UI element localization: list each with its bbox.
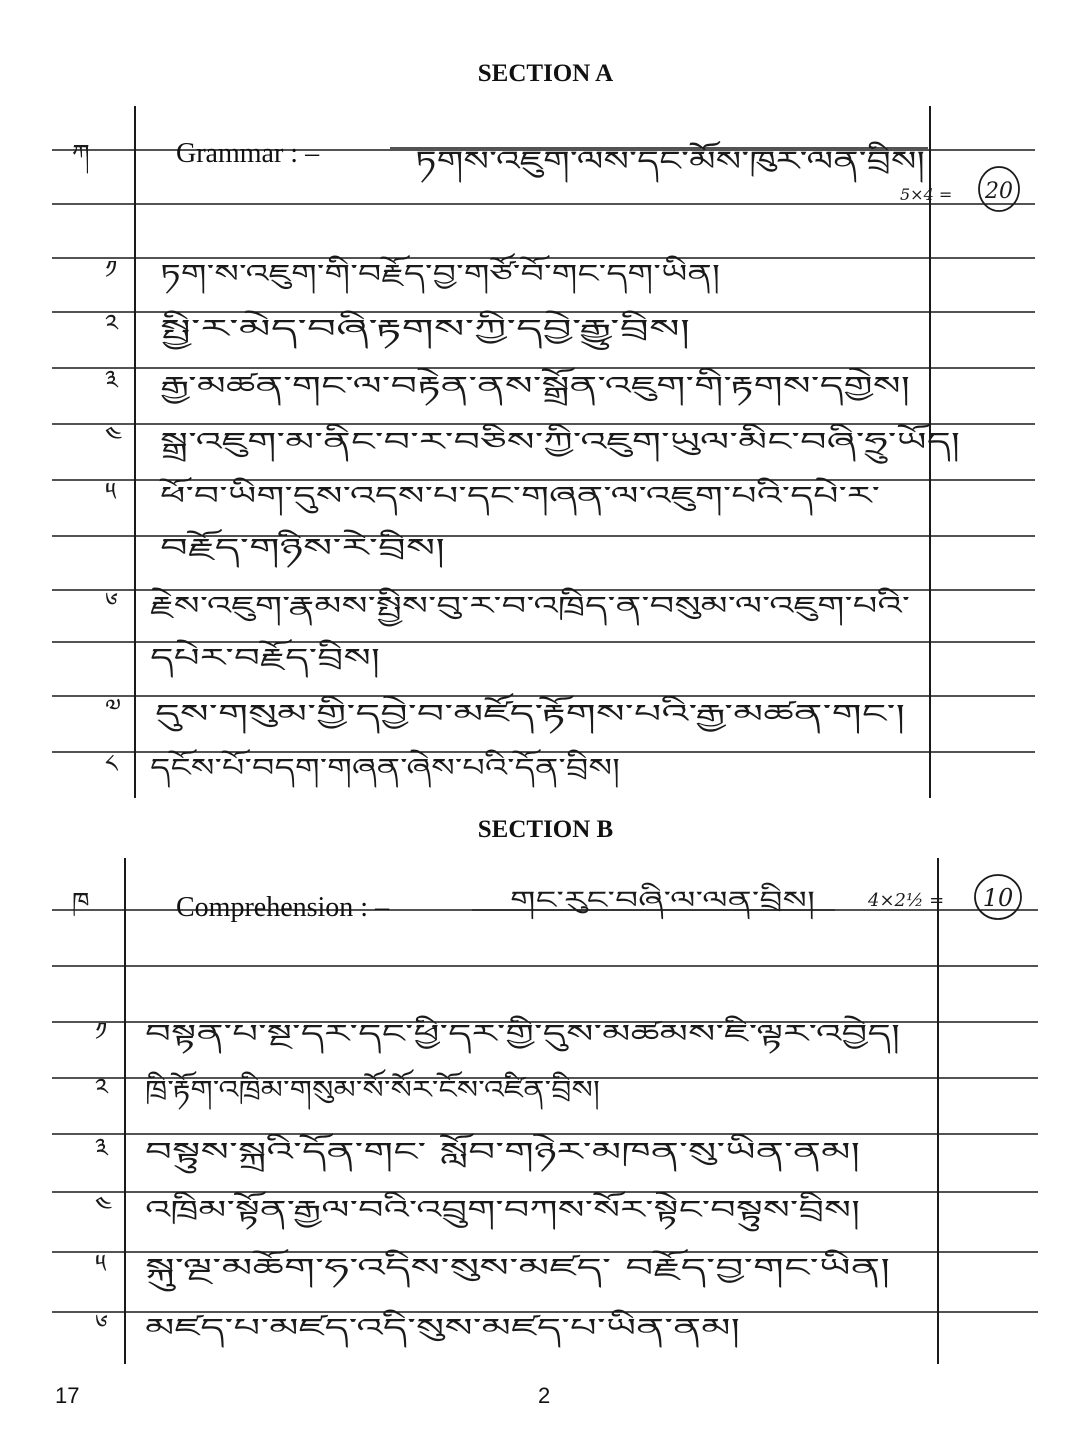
answer-number: ༤ — [95, 1191, 113, 1220]
answer-number: ༧ — [105, 693, 122, 722]
comprehension-label: Comprehension : – — [176, 892, 390, 923]
section-b-rules — [52, 910, 1038, 1312]
answer-line: བསྟུས་སྐྲའི་དོན་གང་ སློབ་གཉེར་མཁན་སུ་ཡིན་ནམ། — [145, 1137, 569, 1166]
page-code: 17 — [55, 1383, 80, 1408]
answer-number: ༤ — [105, 421, 123, 450]
answer-number: ༢ — [95, 1073, 108, 1102]
answer-line: བརྗོད་གཉིས་རེ་བྲིས། — [160, 533, 324, 562]
answer-line: སྒྲ་འཇུག་མ་ནིང་བ་ར་བཅིས་ཀྱི་འཇུག་ཡུལ་མིང་བཞི་ཧྲུ་ཡོད། — [160, 427, 641, 456]
answer-number: ༡ — [95, 1017, 108, 1046]
answer-number: ༨ — [105, 749, 118, 778]
section-a-tibetan-heading: ཏགས་འཇུག་ལས་དང་མོས་ཁུར་ལན་བྲིས། — [415, 146, 778, 177]
section-b-tibetan-heading: གང་རུང་བཞི་ལ་ལན་བྲིས། — [510, 886, 713, 914]
answer-number: ༣ — [105, 365, 118, 394]
section-a-marks: 5×4 = — [900, 185, 953, 204]
answer-number: ༣ — [95, 1133, 108, 1162]
answer-line: བསྟན་པ་སྔ་དར་དང་ཕྱི་དར་གྱི་དུས་མཚམས་ཇི་ལྟར་འབྱེད། — [145, 1019, 610, 1048]
answer-line: ཁྲི་རྟོག་འཁྲིམ་གསུམ་སོ་སོར་ངོས་འཛིན་བྲིས། — [145, 1075, 504, 1104]
answer-number: ༦ — [105, 587, 118, 616]
section-a-total: 20 — [985, 179, 1013, 204]
answer-number: ༥ — [105, 477, 117, 506]
answer-line: འཁྲིམ་སྟོན་རྒྱལ་བའི་འབྲུག་བཀས་སོར་སྟེང་བསྟུས་བྲིས། — [145, 1195, 591, 1224]
answer-line: མཛད་པ་མཛད་འདི་སུས་མཛད་པ་ཡིན་ནམ། — [145, 1313, 499, 1342]
answer-line: སྐུ་ལྔ་མཆོག་ཧ་འདིས་སུས་མཛད་ བརྗོད་བྱ་གང་ཡིན། — [145, 1253, 567, 1282]
answer-line: ཕོ་བ་ཡིག་དུས་འདས་པ་དང་གཞན་ལ་འཇུག་པའི་དཔེ་ར་ — [160, 481, 614, 510]
section-b-title: SECTION B — [477, 816, 614, 843]
answer-line: དངོས་པོ་བདག་གཞན་ཞེས་པའི་དོན་བྲིས། — [150, 753, 484, 782]
section-a-marker: ཀ — [72, 139, 90, 168]
section-b-marker: ཁ — [72, 887, 90, 916]
section-a-title: SECTION A — [477, 60, 614, 87]
answer-number: ༦ — [95, 1309, 108, 1338]
answer-line: ཏག་ས་འཇུག་གི་བརྗོད་བྱ་གཙོ་བོ་གང་དག་ཡིན། — [160, 259, 543, 288]
answer-line: དཔེར་བརྗོད་བྲིས། — [150, 643, 291, 672]
answer-line: དུས་གསུམ་གྱི་དབྱེ་བ་མཛོད་རྟོགས་པའི་རྒྱ་མཚན་གང་། — [155, 699, 592, 728]
section-b-total: 10 — [982, 884, 1014, 912]
answer-line: སྤྱི་ར་མེད་བཞི་རྟགས་ཀྱི་དབྱེ་རྒྱུ་བྲིས། — [160, 314, 450, 343]
answer-line: རྒྱ་མཚན་གང་ལ་བརྟེན་ནས་སྒྲོན་འཇུག་གི་རྟགས་དགྱེས། — [160, 371, 612, 400]
section-b-marks: 4×2½ = — [868, 890, 945, 911]
answer-number: ༡ — [105, 255, 118, 284]
page-number: 2 — [538, 1383, 551, 1408]
answer-line: རྗེས་འཇུག་རྣམས་སྤྱིས་བུ་ར་བ་འཁྲིད་ན་བསུམ་ལ་འཇུག་པའི་ — [150, 591, 641, 620]
answer-number: ༢ — [105, 309, 118, 338]
answer-number: ༥ — [95, 1249, 107, 1278]
grammar-label: Grammar : – — [176, 138, 320, 169]
